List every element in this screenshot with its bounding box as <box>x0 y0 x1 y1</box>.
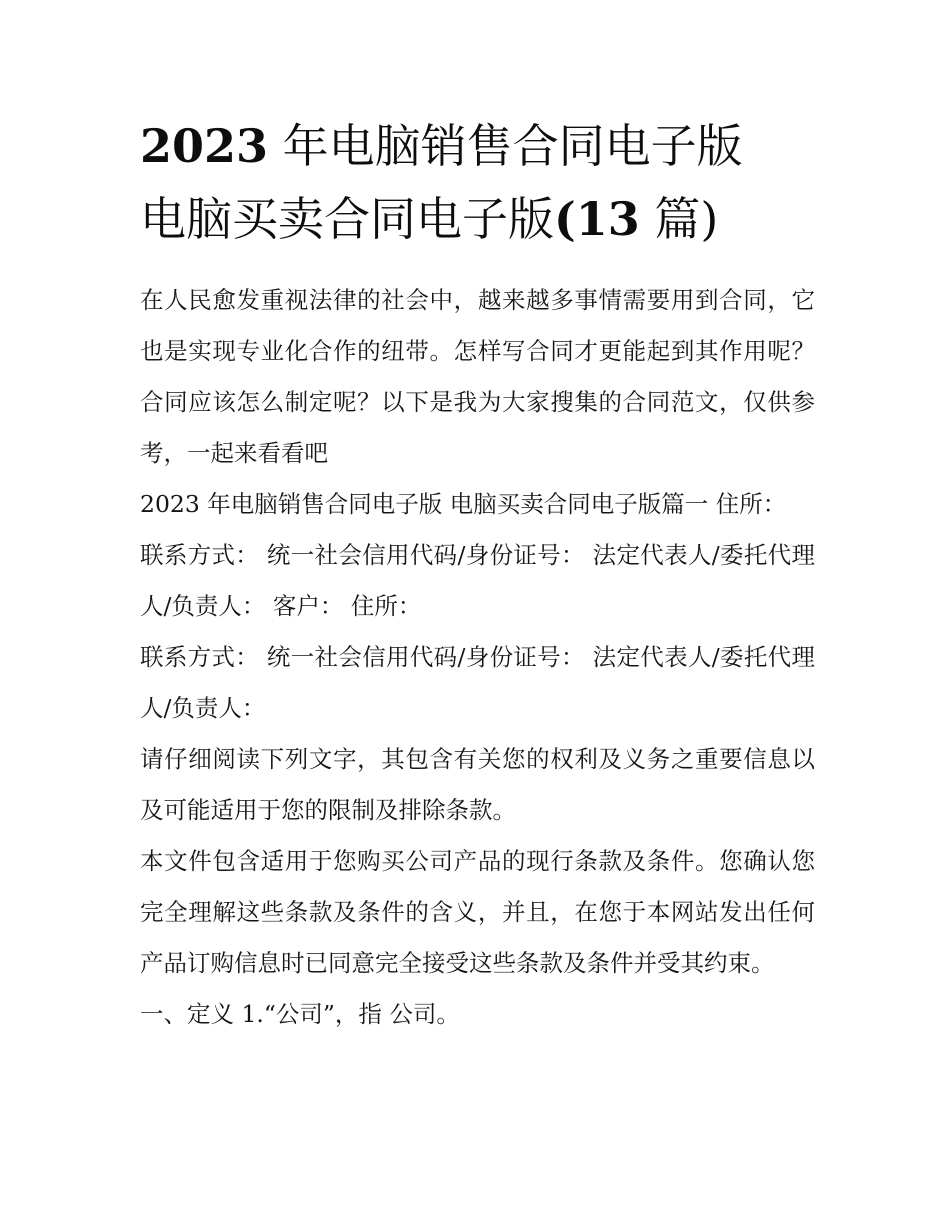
title-year: 2023 <box>140 119 269 173</box>
title-line-2-text: 电脑买卖合同电子版 <box>140 192 554 246</box>
contract-heading-line: 2023 年电脑销售合同电子版 电脑买卖合同电子版篇一 住所： <box>140 490 787 518</box>
party-b-contact-line: 联系方式： 统一社会信用代码/身份证号： 法定代表人/委托代理人/负责人： <box>140 643 815 722</box>
intro-paragraph: 在人民愈发重视法律的社会中，越来越多事情需要用到合同，它也是实现专业化合作的纽带。怎样写合同才更能起到其作用呢？合同应该怎么制定呢？以下是我为大家搜集的合同范文，仅供参考，一起来看看吧 <box>140 286 815 467</box>
notice-paragraph: 请仔细阅读下列文字，其包含有关您的权利及义务之重要信息以及可能适用于您的限制及排除条款。 <box>140 745 815 824</box>
definition-line: 一、定义 1.“公司”，指 公司。 <box>140 1000 460 1028</box>
title-line-2-tail: 篇) <box>654 192 719 246</box>
terms-paragraph: 本文件包含适用于您购买公司产品的现行条款及条件。您确认您完全理解这些条款及条件的含义，并且，在您于本网站发出任何产品订购信息时已同意完全接受这些条款及条件并受其约束。 <box>140 847 815 977</box>
document-title-line-1 <box>140 119 840 173</box>
document-title-line-2 <box>140 192 840 246</box>
title-line-1-text: 年电脑销售合同电子版 <box>282 119 743 173</box>
party-a-contact-line: 联系方式： 统一社会信用代码/身份证号： 法定代表人/委托代理人/负责人： 客户： 住所： <box>140 541 815 620</box>
title-count: (13 <box>554 192 640 246</box>
document-body <box>140 275 815 1040</box>
